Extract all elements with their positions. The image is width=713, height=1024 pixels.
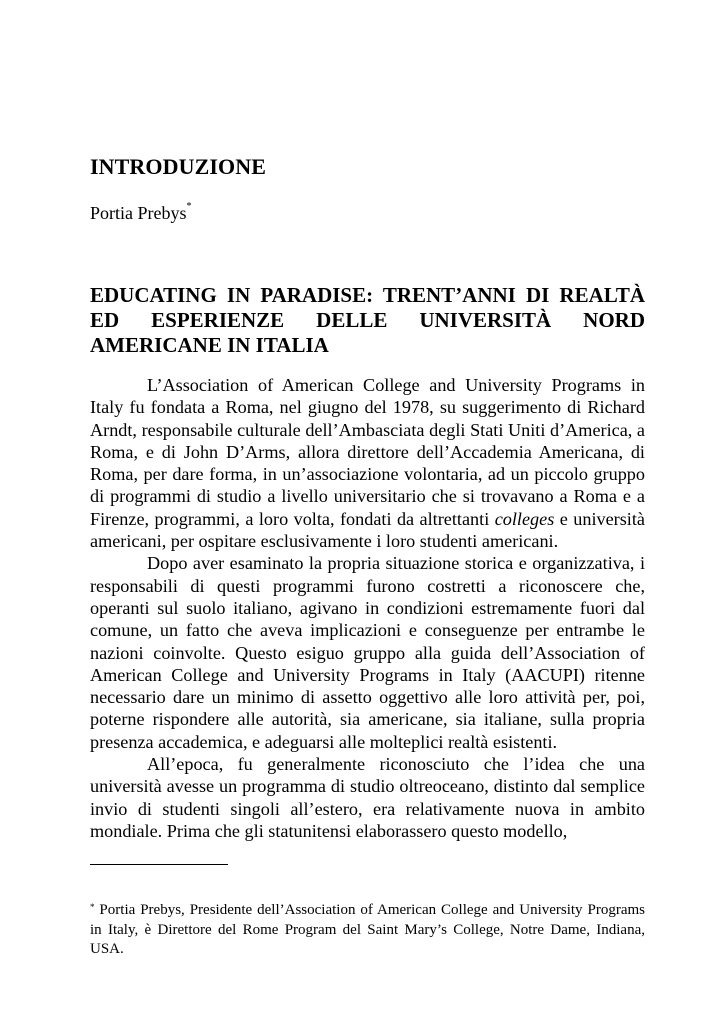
paragraph-1-text-a: L’Association of American College and University Programs in Italy fu fondata a Roma, nel giugno del 1978, su suggerimento di Richard Arndt, responsabile culturale dell’Ambasciata degli Stati Uniti d’America, a Roma, e di John D’Arms, allora direttore dell’Accademia Americana, di Roma, per dare forma, in un’associazione volontaria, ad un piccolo gruppo di programmi di studio a livello universitario che si trovavano a Roma e a Firenze, programmi, a loro volta, fondati da altrettanti [90,375,645,529]
paragraph-3: All’epoca, fu generalmente riconosciuto che l’idea che una università avesse un programma di studio oltreoceano, distinto dal semplice invio di studenti singoli all’estero, era relativamente nuova in ambito mondiale. Prima che gli statunitensi elaborassero questo modello, [90,754,645,841]
author-name: Portia Prebys [90,203,187,223]
author-line [90,203,192,224]
paragraph-2: Dopo aver esaminato la propria situazione storica e organizzativa, i responsabili di questi programmi furono costretti a riconoscere che, operanti sul suolo italiano, agivano in condizioni estremamente fuori dal comune, un fatto che aveva implicazioni e conseguenze per entrambe le nazioni coinvolte. Questo esiguo gruppo alla guida dell’Association of American College and University Programs in Italy (AACUPI) ritenne necessario dare un minimo di assetto oggettivo alle loro attività per, poi, poterne rispondere alle autorità, sia americane, sia italiane, sulla propria presenza accademica, e adeguarsi alle molteplici realtà esistenti. [90,553,645,752]
author-footnote-mark: * [186,201,192,212]
paragraph-1-text-b: e università americani, per ospitare esclusivamente i loro studenti americani. [90,508,645,552]
body-text [90,374,645,842]
footnote-mark: * [90,902,95,912]
footnote-text: Portia Prebys, Presidente dell’Association of American College and University Programs in Italy, è Direttore del Rome Program del Saint Mary’s College, Notre Dame, Indiana, USA. [90,902,645,957]
footnote [90,901,645,960]
paragraph-1 [90,374,645,552]
footnote-separator [90,864,228,865]
article-title: EDUCATING IN PARADISE: TRENT’ANNI DI REALTÀ ED ESPERIENZE DELLE UNIVERSITÀ NORD AMERICANE IN ITALIA [90,283,645,357]
section-heading: INTRODUZIONE [90,154,267,179]
paragraph-1-italic: colleges [494,508,555,529]
